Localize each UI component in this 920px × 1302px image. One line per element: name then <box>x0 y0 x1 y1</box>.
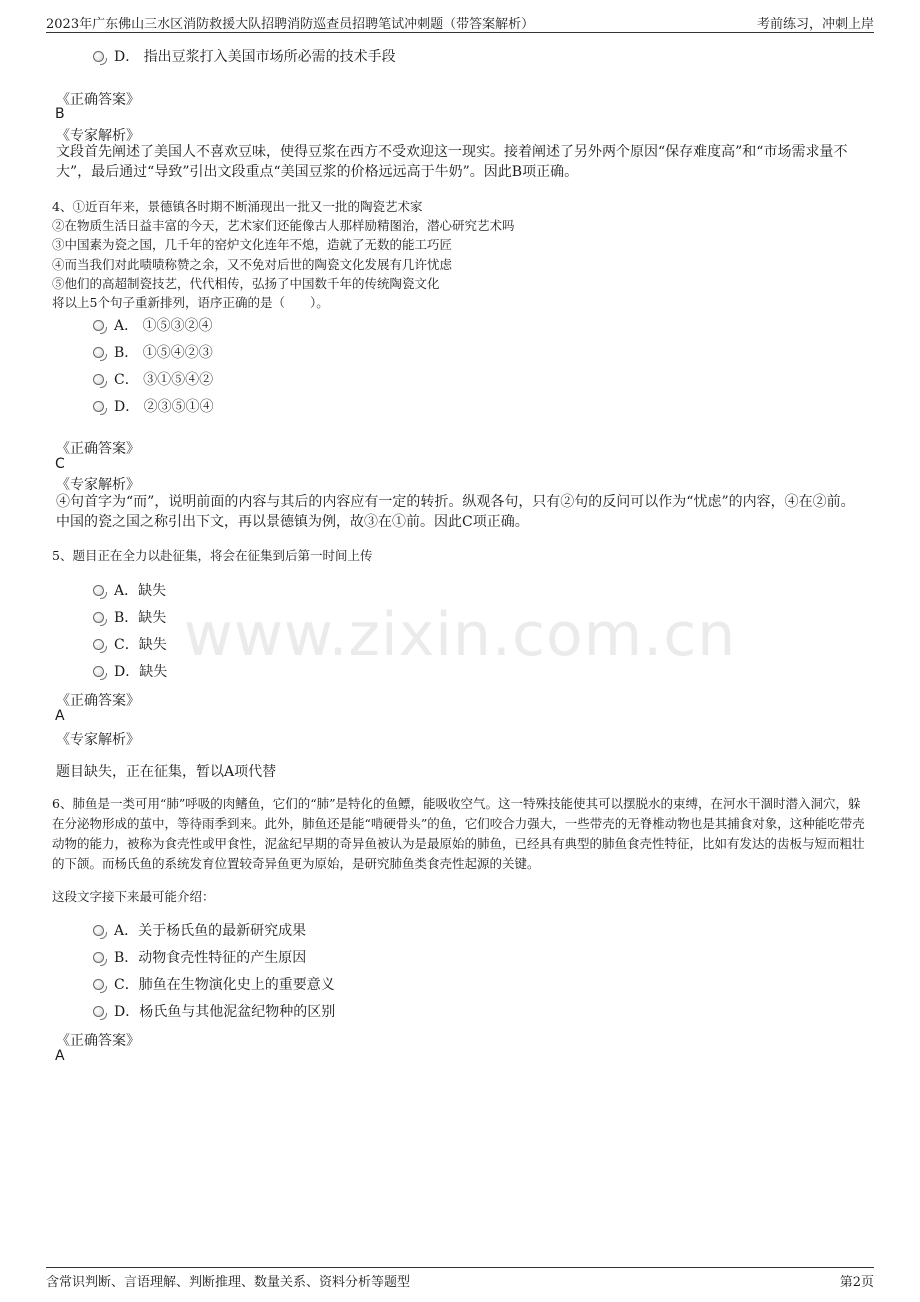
answer-label: 《正确答案》 <box>56 1033 140 1049</box>
radio-button-icon[interactable] <box>93 612 104 623</box>
option-label: C．缺失 <box>114 637 167 653</box>
header-slogan: 考前练习，冲刺上岸 <box>756 17 874 32</box>
q4-sentence-4: ④而当我们对此啧啧称赞之余，又不免对后世的陶瓷文化发展有几许忧虑 <box>52 257 453 272</box>
option-label: B．缺失 <box>114 610 167 626</box>
radio-button-icon[interactable] <box>93 666 104 677</box>
q4-sentence-3: ③中国素为瓷之国，几千年的窑炉文化连年不熄，造就了无数的能工巧匠 <box>52 237 453 252</box>
option-label: A． ①⑤③②④ <box>114 318 213 334</box>
radio-button-icon[interactable] <box>93 347 104 358</box>
analysis-label: 《专家解析》 <box>56 477 140 493</box>
document-title: 2023年广东佛山三水区消防救援大队招聘消防巡查员招聘笔试冲刺题（带答案解析） <box>46 17 535 32</box>
option-label: C． ③①⑤④② <box>114 372 214 388</box>
q4-sentence-2: ②在物质生活日益丰富的今天，艺术家们还能像古人那样励精图治，潜心研究艺术吗 <box>52 218 515 233</box>
analysis-label: 《专家解析》 <box>56 732 140 748</box>
footer-categories: 含常识判断、言语理解、判断推理、数量关系、资料分析等题型 <box>46 1275 411 1290</box>
option-label: D． ②③⑤①④ <box>114 399 214 415</box>
option-label: D．杨氏鱼与其他泥盆纪物种的区别 <box>114 1004 336 1020</box>
q5-question: 5、题目正在全力以赴征集，将会在征集到后第一时间上传 <box>52 548 373 563</box>
watermark: www.zixin.com.cn <box>183 600 737 670</box>
page-number: 第2页 <box>839 1275 874 1290</box>
q6-question: 6、肺鱼是一类可用“肺”呼吸的肉鳍鱼，它们的“肺”是特化的鱼鳔，能吸收空气。这一特殊技能使其可以摆脱水的束缚，在河水干涸时潜入洞穴，躲在分泌物形成的茧中，等待雨季到来。此外，肺鱼还是能“啃硬骨头”的鱼，它们咬合力强大，一些带壳的无脊椎动物也是其捕食对象，这种能吃带壳动物的能力，被称为食壳性或甲食性，泥盆纪早期的奇异鱼被认为是最原始的肺鱼，已经具有典型的肺鱼食壳性特征，比如有发达的齿板与短而粗壮的下颌。而杨氏鱼的系统发育位置较奇异鱼更为原始，是研究肺鱼类食壳性起源的关键。 <box>52 796 865 871</box>
answer-label: 《正确答案》 <box>56 693 140 709</box>
radio-button-icon[interactable] <box>93 51 104 62</box>
option-label: B． ①⑤④②③ <box>114 345 213 361</box>
radio-button-icon[interactable] <box>93 979 104 990</box>
q4-answer: C <box>55 456 65 472</box>
q4-sentence-1: 4、①近百年来，景德镇各时期不断涌现出一批又一批的陶瓷艺术家 <box>52 199 423 214</box>
option-label: B．动物食壳性特征的产生原因 <box>114 950 307 966</box>
q5-answer: A <box>55 708 65 724</box>
option-label: D．缺失 <box>114 664 168 680</box>
footer-divider <box>46 1267 874 1268</box>
q4-stem: 将以上5个句子重新排列，语序正确的是（ ）。 <box>52 295 329 310</box>
q5-analysis: 题目缺失，正在征集，暂以A项代替 <box>56 764 277 780</box>
q4-sentence-5: ⑤他们的高超制瓷技艺，代代相传，弘扬了中国数千年的传统陶瓷文化 <box>52 276 440 291</box>
radio-button-icon[interactable] <box>93 952 104 963</box>
option-label: D． 指出豆浆打入美国市场所必需的技术手段 <box>114 49 396 65</box>
radio-button-icon[interactable] <box>93 374 104 385</box>
q6-answer: A <box>55 1048 65 1064</box>
q3-analysis: 文段首先阐述了美国人不喜欢豆味，使得豆浆在西方不受欢迎这一现实。接着阐述了另外两个原因“保存难度高”和“市场需求量不大”，最后通过“导致”引出文段重点“美国豆浆的价格远远高于牛奶”。因此B项正确。 <box>56 144 848 180</box>
q4-analysis: ④句首字为“而”，说明前面的内容与其后的内容应有一定的转折。纵观各句，只有②句的反问可以作为“忧虑”的内容，④在②前。中国的瓷之国之称引出下文，再以景德镇为例，故③在①前。因此C项正确。 <box>56 494 855 530</box>
option-label: A．关于杨氏鱼的最新研究成果 <box>114 923 307 939</box>
q3-answer: B <box>55 106 65 122</box>
option-label: A．缺失 <box>114 583 167 599</box>
radio-button-icon[interactable] <box>93 401 104 412</box>
analysis-label: 《专家解析》 <box>56 128 140 144</box>
option-label: C．肺鱼在生物演化史上的重要意义 <box>114 977 335 993</box>
q6-prompt: 这段文字接下来最可能介绍： <box>52 889 215 904</box>
radio-button-icon[interactable] <box>93 1006 104 1017</box>
answer-label: 《正确答案》 <box>56 92 140 108</box>
radio-button-icon[interactable] <box>93 585 104 596</box>
header-divider <box>46 32 874 33</box>
radio-button-icon[interactable] <box>93 639 104 650</box>
answer-label: 《正确答案》 <box>56 441 140 457</box>
radio-button-icon[interactable] <box>93 925 104 936</box>
radio-button-icon[interactable] <box>93 320 104 331</box>
